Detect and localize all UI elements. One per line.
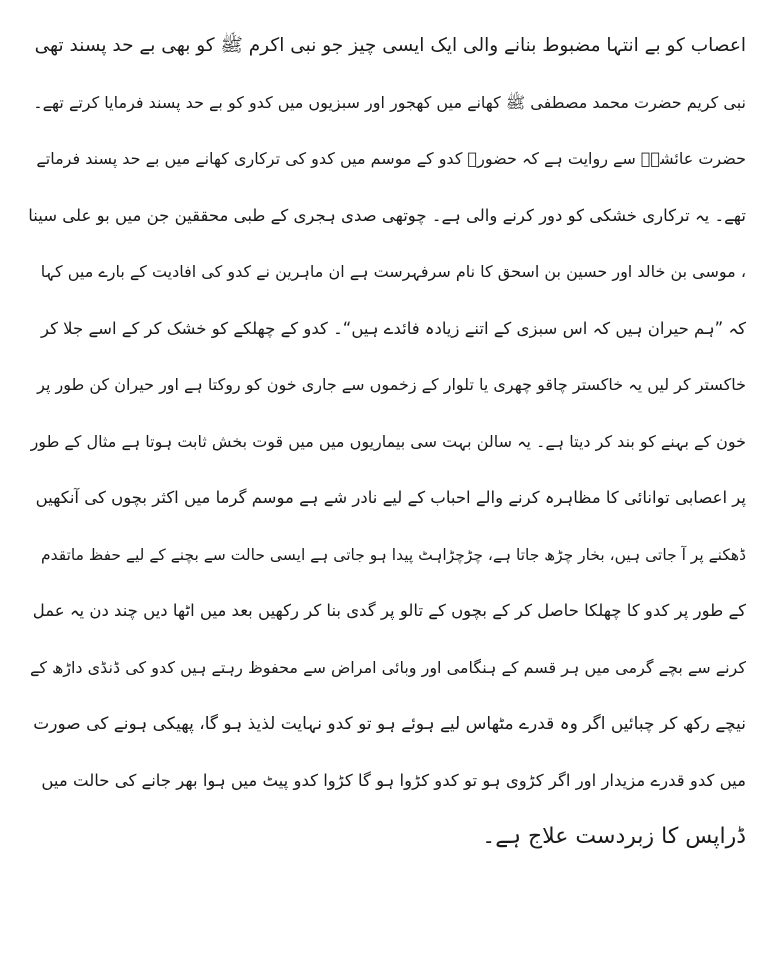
text-line: ڈھکنے پر آ جاتی ہیں، بخار چڑھ جاتا ہے، چڑچڑاہٹ پیدا ہو جاتی ہے ایسی حالت سے بچنے کے لیے حفظ ماتقدم [41, 545, 746, 564]
text-line: کہ ”ہم حیران ہیں کہ اس سبزی کے اتنے زیادہ فائدے ہیں“۔ کدو کے چھلکے کو خشک کر کے اسے جلا کر [40, 318, 746, 338]
text-line: خون کے بہنے کو بند کر دیتا ہے۔ یہ سالن بہت سی بیماریوں میں میں قوت بخش ثابت ہوتا ہے مثال کے طور [30, 431, 746, 451]
text-line: میں کدو قدرے مزیدار اور اگر کڑوی ہو تو کدو کڑوا ہو گا کڑوا کدو پیٹ میں ہوا بھر جانے کی حالت میں [41, 770, 746, 790]
text-line: اعصاب کو بے انتہا مضبوط بنانے والی ایک ایسی چیز جو نبی اکرم ﷺ کو بھی بے حد پسند تھی [34, 35, 746, 56]
text-line: ڈراپس کا زبردست علاج ہے۔ [482, 824, 746, 849]
text-line: تھے۔ یہ ترکاری خشکی کو دور کرنے والی ہے۔ چوتھی صدی ہجری کے طبی محققین جن میں بو علی سینا [28, 205, 746, 225]
text-line: ، موسی بن خالد اور حسین بن اسحق کا نام سرفہرست ہے ان ماہرین نے کدو کی افادیت کے بارے میں کہا [40, 262, 746, 281]
text-line: نیچے رکھ کر چبائیں اگر وہ قدرے مٹھاس لیے ہوئے ہو تو کدو نہایت لذیذ ہو گا، پھیکی ہونے کی صورت [33, 714, 746, 734]
text-line: پر اعصابی توانائی کا مظاہرہ کرنے والے احباب کے لیے نادر شے ہے موسم گرما میں اکثر بچوں کی آنکھیں [35, 488, 746, 507]
article-body [22, 18, 746, 866]
text-line: خاکستر کر لیں یہ خاکستر چاقو چھری یا تلوار کے زخموں سے جاری خون کو روکتا ہے اور حیران کن طور پر [37, 375, 746, 394]
text-line: نبی کریم حضرت محمد مصطفی ﷺ کھانے میں کھجور اور سبزیوں میں کدو کو بے حد پسند فرمایا کرتے تھے۔ [33, 92, 746, 112]
text-line: کرنے سے بچے گرمی میں ہر قسم کے ہنگامی اور وبائی امراض سے محفوظ رہتے ہیں کدو کی ڈنڈی داڑھ کے [30, 657, 746, 677]
text-line: حضرت عائشہؓ سے روایت ہے کہ حضورؐ کدو کے موسم میں کدو کی ترکاری کھانے میں بے حد پسند فرماتے [36, 149, 746, 168]
text-line: کے طور پر کدو کا چھلکا حاصل کر کے بچوں کے تالو پر گدی بنا کر رکھیں بعد میں اٹھا دیں چند دن یہ عمل [32, 601, 746, 620]
